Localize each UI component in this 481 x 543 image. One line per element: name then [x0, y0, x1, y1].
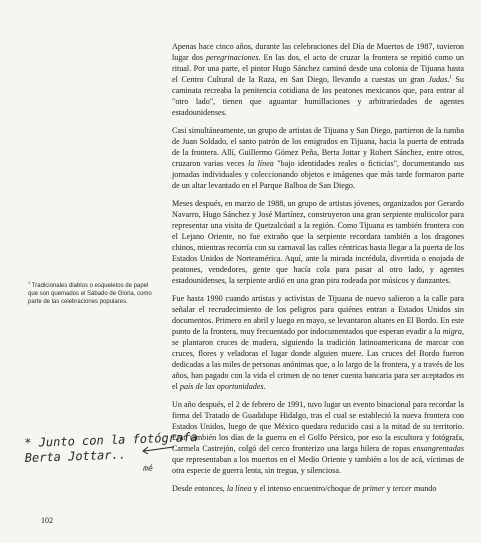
emphasized-text: peregrinaciones: [205, 53, 259, 63]
handwritten-note-line-2: Berta Jottar..: [24, 447, 127, 465]
paragraph-text: Fue hasta 1990 cuando artistas y activistas de Tijuana de nuevo salieron a la calle para señalar el recrudecimiento de los peligros para quiénes entran a Estados Unidos sin documentos. Primero en abril y luego en mayo, se levantaron altares en El Bordo. En este punto de la frontera, muy frecuentado por indocumentados que esperan evadir a: [172, 293, 464, 336]
paragraph-text: , se plantaron cruces de madera, siguiendo la tradición latinoamericana de marcar con cruces, flores y veladoras el lugar donde alguien muere. Las cruces del Bordo fueron dedicadas a las miles de personas anónimas que, a lo largo de la frontera, y a través de los años, han pagado con la vida el crimen de no tener cuenta bancaria para ser aceptados en el: [172, 326, 465, 392]
paragraph-text: y: [384, 483, 393, 493]
paragraph-text: y el intenso encuentro/choque de: [251, 483, 363, 493]
footnote-text: Tradicionales diablos o esqueletos de papel que son quemados el Sábado de Gloria, como parte de las celebraciones populares.: [28, 283, 152, 306]
body-paragraph: [172, 198, 464, 286]
emphasized-text: primer: [362, 483, 385, 493]
handwritten-arrow-icon: [140, 443, 176, 457]
footnote: [28, 282, 158, 307]
handwritten-note-line-1: * Junto con la fotógrafa: [24, 429, 198, 450]
body-text-column: [172, 41, 464, 494]
paragraph-text: Un año después, el 2 de febrero de 1991, tuvo lugar un evento binacional para recordar la firma del Tratado de Guadalupe Hidalgo, tras el cual se estableció la nueva frontera con Estados Unidos, luego de que México quedara reducido casi a la mitad de su territorio. Eran también los días de la guerra en el Golfo Pérsico, por eso la escultora y fotógrafa, Carmela Castrejón, colgó del cerco fronterizo una larga hilera de ropas: [172, 399, 464, 453]
paragraph-text: mundo: [411, 483, 437, 493]
emphasized-text: tercer: [392, 483, 412, 493]
emphasized-text: la línea: [247, 159, 274, 169]
emphasized-text: ensangrentadas: [412, 443, 464, 453]
footnote-reference: 1: [449, 75, 452, 81]
paragraph-text: que representaban a los muertos en el Medio Oriente y también a los de acá, víctimas de otra especie de guerra lenta, sin tregua, y silenciosa.: [172, 455, 464, 476]
body-paragraph: [172, 483, 464, 494]
body-paragraph: [172, 41, 464, 118]
paragraph-text: .: [263, 382, 266, 392]
emphasized-text: país de las oportunidades: [179, 382, 264, 392]
paragraph-text: .: [447, 75, 450, 85]
page-number: 102: [41, 516, 53, 525]
paragraph-text: Meses después, en marzo de 1988, un grupo de artistas jóvenes, organizados por Gerardo Navarro, Hugo Sánchez y José Martínez, construyeron una gran serpiente multicolor para representar una visita de Quetzalcóatl a la región. Como Tijuana es también frontera con el Lejano Oriente, no fue extraño que la serpiente recordara también a los dragones chinos, mientras recorría con su carnaval las calles céntricas hasta llegar a la puerta de los Estados Unidos de Norteamérica. Aquí, ante la mirada incrédula, divertida o enojada de peatones, vendedores, gente que hacía cola para pasar al otro lado, y agentes estadounidenses, la serpiente ardió en una gran pira rodeada por músicos y danzantes.: [172, 198, 464, 286]
body-paragraph: [172, 399, 464, 476]
paragraph-text: Apenas hace cinco años, durante las celebraciones del Día de Muertos de 1987, tuvieron lugar dos: [172, 42, 464, 63]
paragraph-text: . En las dos, el acto de cruzar la frontera se repitió como un ritual. Por una parte, el pintor Hugo Sánchez caminó desde una colonia de Tijuana hasta el Centro Cultural de la Raza, en San Diego, llevando a cuestas un gran: [172, 53, 464, 85]
paragraph-text: Desde entonces,: [172, 483, 227, 493]
body-paragraph: [172, 125, 464, 191]
emphasized-text: la línea: [226, 483, 252, 493]
emphasized-text: Judas: [428, 75, 448, 85]
paragraph-text: Casi simultáneamente, un grupo de artistas de Tijuana y San Diego, partieron de la tumba de Juan Soldado, el santo patrón de los emigrados en Tijuana, hacia la puerta de entrada de la frontera. Allí, Guillermo Gómez Peña, Berta Jottar y Robert Sánchez, entre otros, cruzaron varias veces: [172, 125, 464, 169]
emphasized-text: la migra: [434, 326, 462, 336]
footnote-marker: 1: [28, 280, 31, 285]
handwritten-initials: mé: [143, 463, 153, 473]
paragraph-text: Su caminata recreaba la penitencia cotidiana de los peatones mexicanos que, para entrar al "otro lado", tienen que aguantar humillaciones y arbitrariedades de agentes estadounidenses.: [172, 75, 464, 118]
paragraph-text: "bajo identidades reales o ficticias", documentando sus jornadas individuales y coleccionando objetos e imágenes que más tarde formaron parte de un altar levantado en el Parque Balboa de San Diego.: [172, 159, 464, 191]
body-paragraph: [172, 293, 464, 392]
